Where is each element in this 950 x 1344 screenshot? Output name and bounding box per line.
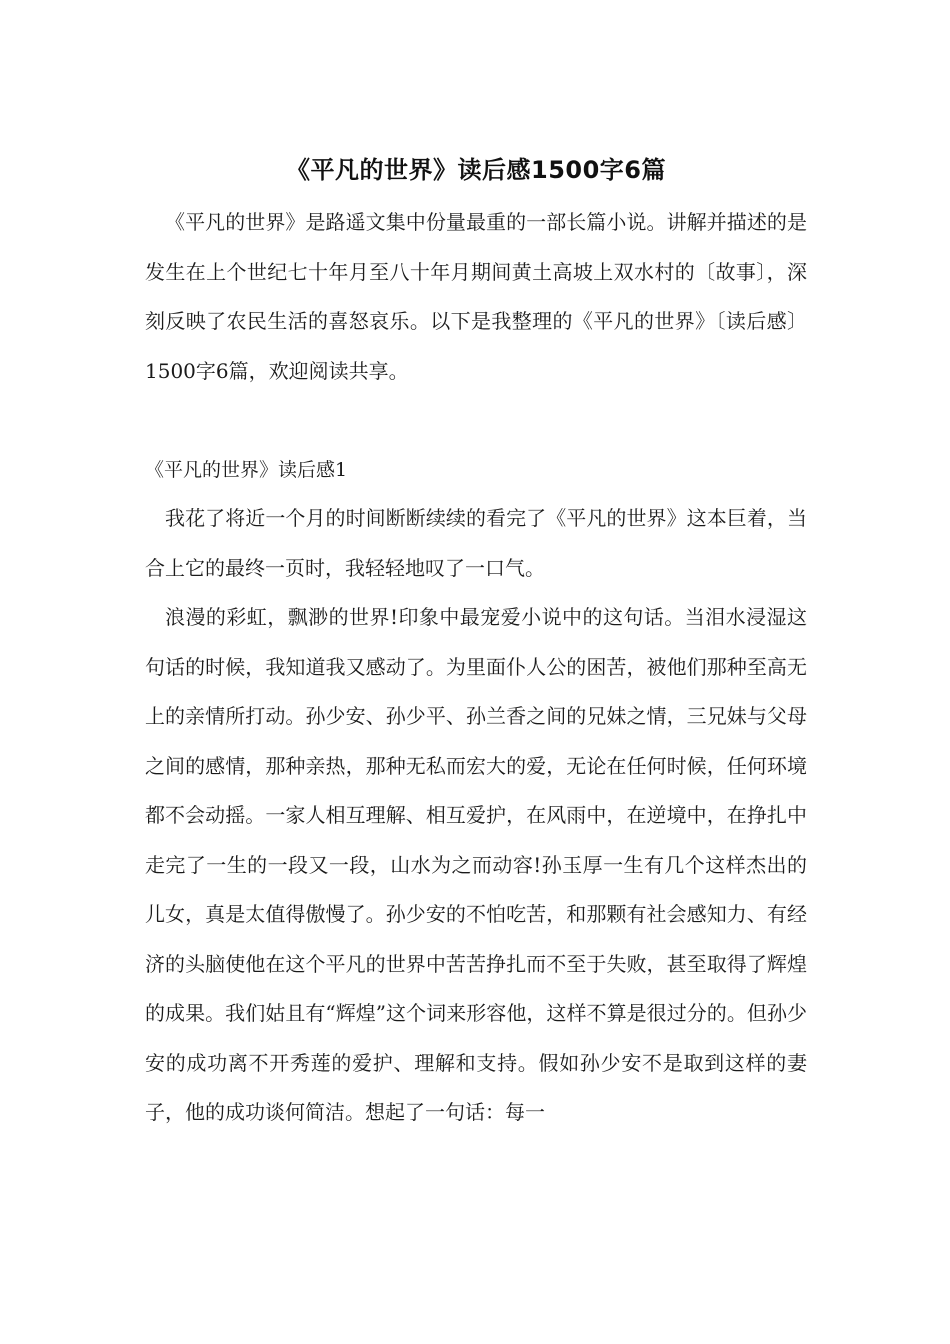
document-title: 《平凡的世界》读后感1500字6篇 — [286, 156, 666, 184]
body-paragraph-2: 浪漫的彩虹，飘渺的世界!印象中最宠爱小说中的这句话。当泪水浸湿这句话的时候，我知道我又感动了。为里面仆人公的困苦，被他们那种至高无上的亲情所打动。孙少安、孙少平、孙兰香之间的兄妹之情，三兄妹与父母之间的感情，那种亲热，那种无私而宏大的爱，无论在任何时候，任何环境都不会动摇。一家人相互理解、相互爱护，在风雨中，在逆境中，在挣扎中走完了一生的一段又一段，山水为之而动容!孙玉厚一生有几个这样杰出的儿女，真是太值得傲慢了。孙少安的不怕吃苦，和那颗有社会感知力、有经济的头脑使他在这个平凡的世界中苦苦挣扎而不至于失败，甚至取得了辉煌的成果。我们姑且有“辉煌”这个词来形容他，这样不算是很过分的。但孙少安的成功离不开秀莲的爱护、理解和支持。假如孙少安不是取到这样的妻子，他的成功谈何简洁。想起了一句话：每一 — [145, 605, 807, 1124]
section-heading: 《平凡的世界》读后感1 — [145, 459, 348, 481]
body-paragraph-1: 我花了将近一个月的时间断断续续的看完了《平凡的世界》这本巨着，当合上它的最终一页时，我轻轻地叹了一口气。 — [145, 506, 807, 580]
document-page — [145, 150, 807, 1138]
intro-paragraph: 《平凡的世界》是路遥文集中份量最重的一部长篇小说。讲解并描述的是发生在上个世纪七十年月至八十年月期间黄土高坡上双水村的〔故事〕，深刻反映了农民生活的喜怒哀乐。以下是我整理的《平凡的世界》〔读后感〕1500字6篇，欢迎阅读共享。 — [145, 210, 807, 383]
